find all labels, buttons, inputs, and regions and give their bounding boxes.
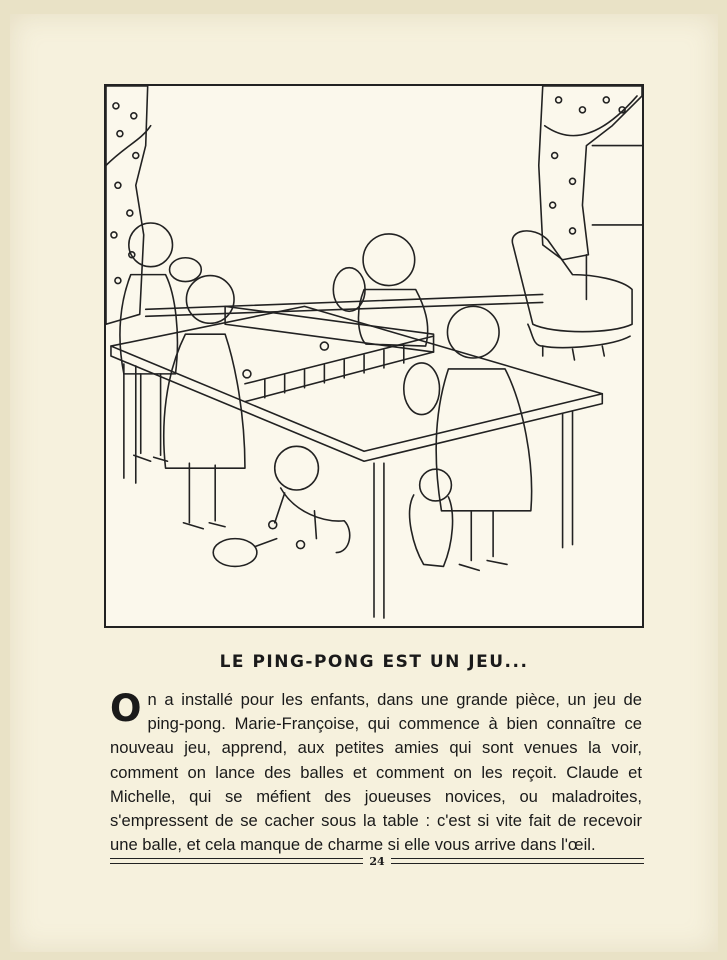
child-under-table-left [275, 446, 350, 552]
page-footer [110, 853, 644, 869]
ping-pong-illustration [104, 84, 644, 628]
ball [243, 370, 251, 378]
page-number: 24 [369, 854, 385, 868]
ball [320, 342, 328, 350]
caption-title: LE PING-PONG EST UN JEU... [219, 652, 529, 672]
caption-text: n a installé pour les enfants, dans une grande pièce, un jeu de ping-pong. Marie-Françoise, qui commence à bien connaître ce nouveau jeu, apprend, aux petites amies qui sont venues la voir, comment on lance des balles et comment on les reçoit. Claude et Michelle, qui se méfient des joueuses novices, ou maladroites, s'empressent de se cacher sous la table : c'est si vite fait de recevoir une balle, et cela manque de charme si elle vous arrive dans l'œil. [110, 690, 642, 855]
ping-pong-table [111, 306, 602, 618]
right-curtain [539, 86, 642, 260]
drop-cap: O [110, 687, 142, 730]
caption-paragraph [110, 688, 642, 857]
footer-rule-right [391, 858, 644, 864]
ball [297, 541, 305, 549]
footer-rule-left [110, 858, 363, 864]
left-curtain [106, 86, 151, 324]
child-under-table-right [410, 469, 453, 566]
paddle-on-floor [213, 539, 277, 567]
